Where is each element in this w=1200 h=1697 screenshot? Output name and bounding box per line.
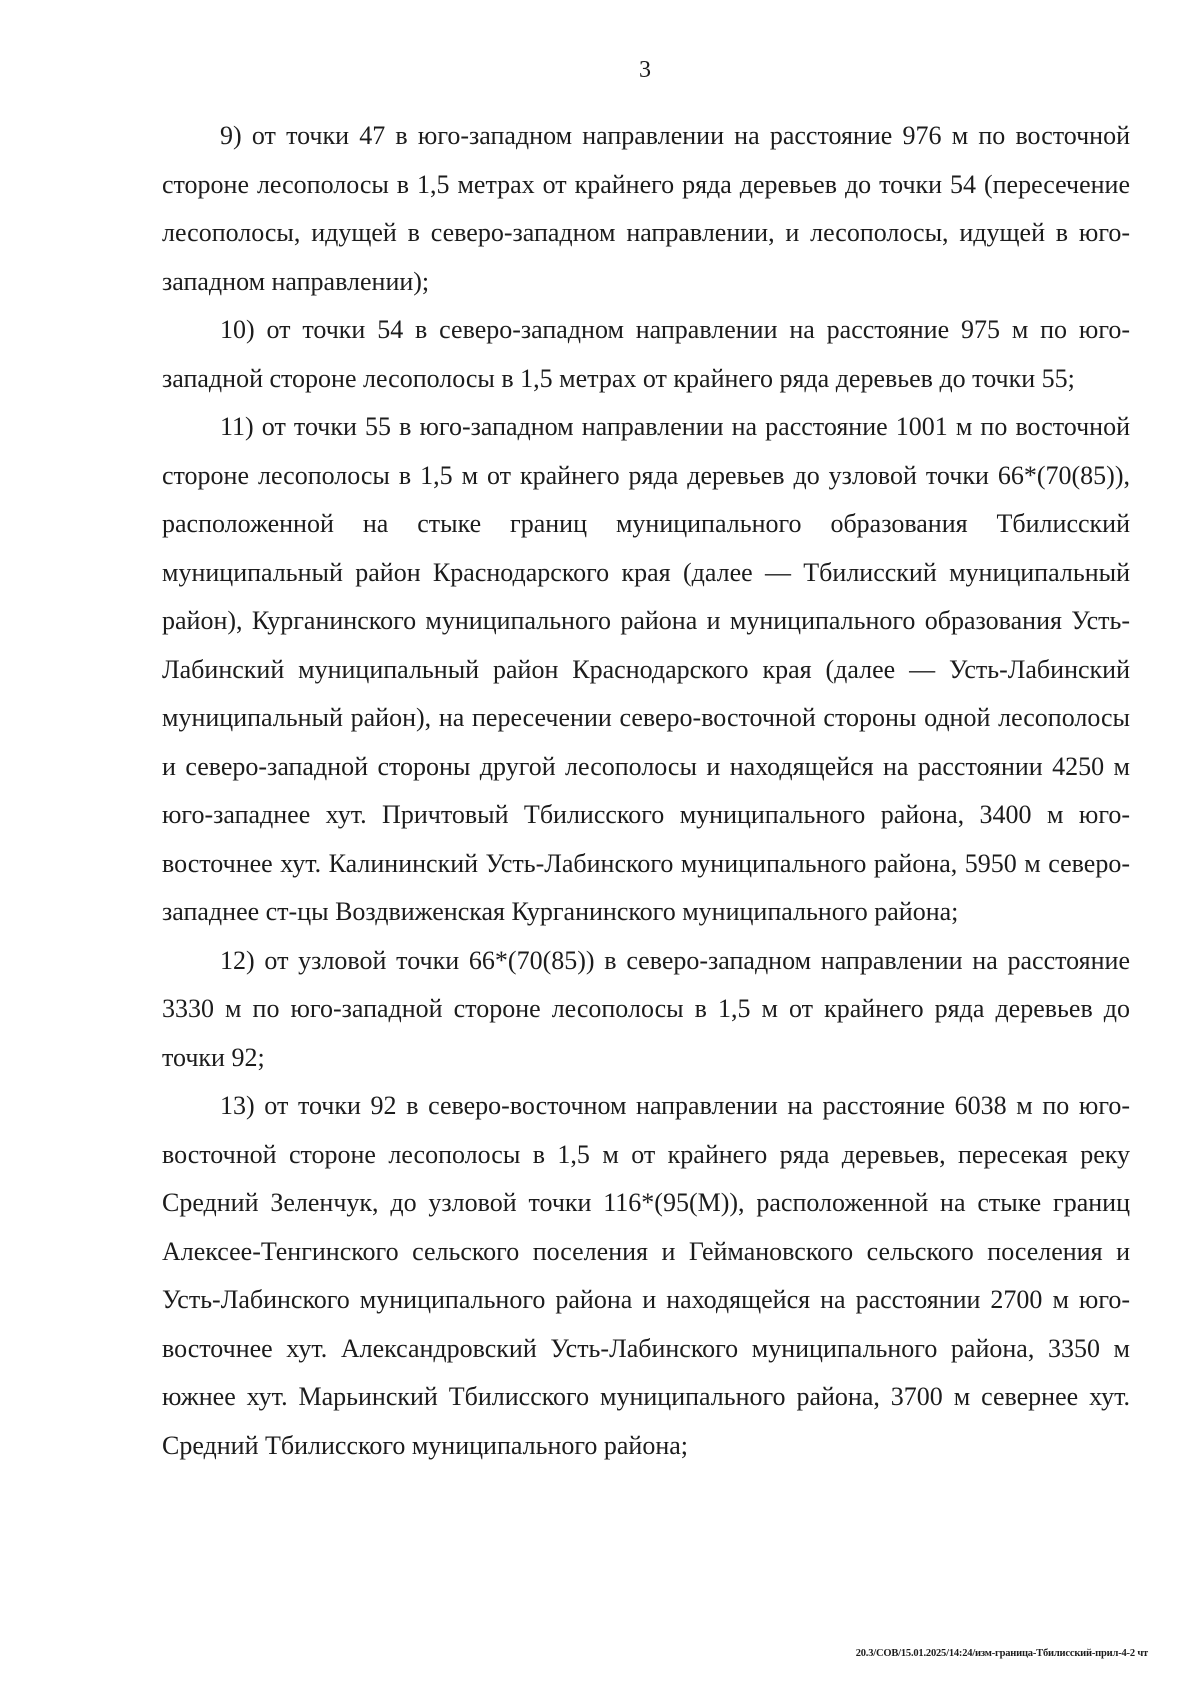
paragraph-item-11: 11) от точки 55 в юго-западном направлении на расстояние 1001 м по восточной стороне лесополосы в 1,5 м от крайнего ряда деревьев до узловой точки 66*(70(85)), расположенной на стыке границ муниципального образования Тбилисский муниципальный район Краснодарского края (далее — Тбилисский муниципальный район), Курганинского муниципального района и муниципального образования Усть-Лабинский муниципальный район Краснодарского края (далее — Усть-Лабинский муниципальный район), на пересечении северо-восточной стороны одной лесополосы и северо-западной стороны другой лесополосы и находящейся на расстоянии 4250 м юго-западнее хут. Причтовый Тбилисского муниципального района, 3400 м юго-восточнее хут. Калининский Усть-Лабинского муниципального района, 5950 м северо-западнее ст-цы Воздвиженская Курганинского муниципального района; xyxy=(162,412,1130,926)
page-number: 3 xyxy=(639,57,651,83)
paragraph-item-10: 10) от точки 54 в северо-западном направлении на расстояние 975 м по юго-западной стороне лесополосы в 1,5 метрах от крайнего ряда деревьев до точки 55; xyxy=(162,315,1130,393)
document-body xyxy=(162,112,1130,1470)
paragraph-item-12: 12) от узловой точки 66*(70(85)) в северо-западном направлении на расстояние 3330 м по юго-западной стороне лесополосы в 1,5 м от крайнего ряда деревьев до точки 92; xyxy=(162,945,1130,1072)
document-footer-code: 20.3/СОВ/15.01.2025/14:24/изм-граница-Тбилисский-прил-4-2 чт xyxy=(855,1648,1148,1659)
paragraph-item-9: 9) от точки 47 в юго-западном направлении на расстояние 976 м по восточной стороне лесополосы в 1,5 метрах от крайнего ряда деревьев до точки 54 (пересечение лесополосы, идущей в северо-западном направлении, и лесополосы, идущей в юго-западном направлении); xyxy=(162,121,1130,296)
paragraph-item-13: 13) от точки 92 в северо-восточном направлении на расстояние 6038 м по юго-восточной стороне лесополосы в 1,5 м от крайнего ряда деревьев, пересекая реку Средний Зеленчук, до узловой точки 116*(95(М)), расположенной на стыке границ Алексее-Тенгинского сельского поселения и Геймановского сельского поселения и Усть-Лабинского муниципального района и находящейся на расстоянии 2700 м юго-восточнее хут. Александровский Усть-Лабинского муниципального района, 3350 м южнее хут. Марьинский Тбилисского муниципального района, 3700 м севернее хут. Средний Тбилисского муниципального района; xyxy=(162,1091,1130,1460)
